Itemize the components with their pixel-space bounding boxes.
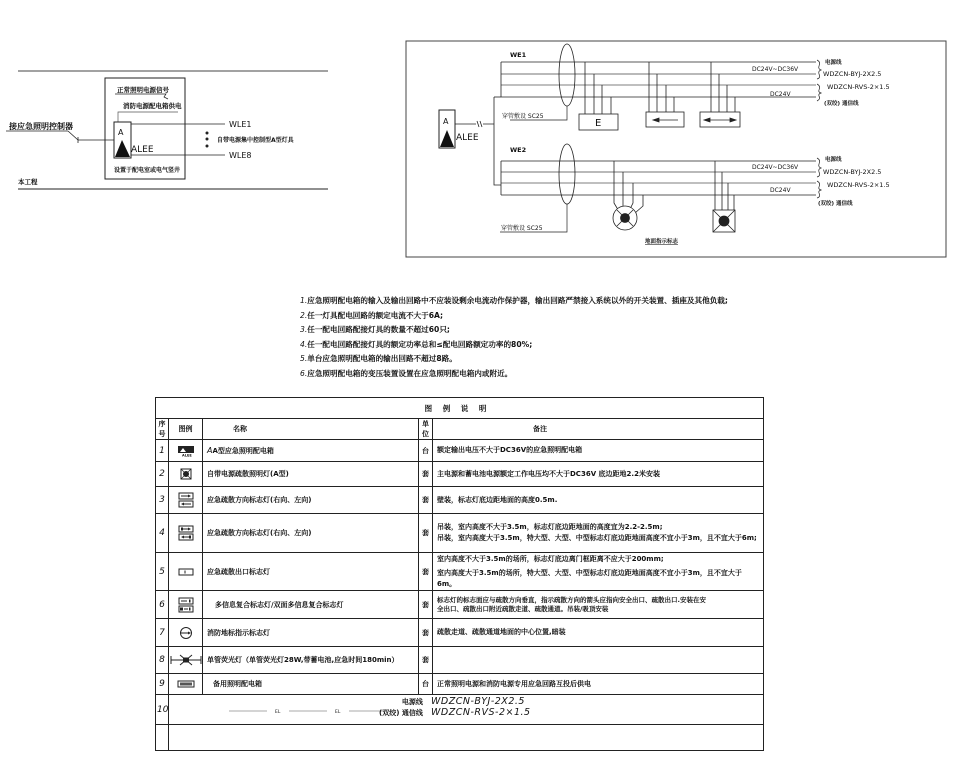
- signal-cable-spec: WDZCN-RVS-2×1.5: [431, 707, 531, 718]
- row-index: 4: [156, 514, 169, 553]
- power-cable-spec: WDZCN-BYJ-2X2.5: [431, 696, 525, 707]
- note-item: [300, 294, 728, 309]
- row-index: 5: [156, 553, 169, 591]
- row-remark: 正常照明电源和消防电源专用应急回路互投后供电: [433, 674, 764, 695]
- signal-cable-we1: WDZCN-RVS-2×1.5: [827, 83, 890, 91]
- signal-line-label: (双绞) 通信线: [379, 709, 423, 717]
- box-name: ALEE: [131, 145, 154, 155]
- feeder-riser: [494, 97, 501, 185]
- right-system-diagram: [406, 41, 946, 257]
- self-powered-emergency-light-icon: [180, 468, 192, 480]
- row-name: 多信息复合标志灯/双面多信息复合标志灯: [203, 591, 419, 619]
- note-item: [300, 367, 728, 382]
- note-text: 单台应急照明配电箱的输出回路不超过8路。: [307, 354, 457, 364]
- brace-icon: [817, 181, 821, 198]
- legend-row: [156, 647, 764, 674]
- controller-leader: [68, 131, 78, 140]
- continuation-dot: [206, 132, 209, 135]
- row-unit: 套: [419, 591, 433, 619]
- conduit-label-2: 穿管敷设 SC25: [501, 225, 543, 232]
- cable-spec-cell: [169, 695, 764, 725]
- alee-box-icon: [439, 110, 455, 148]
- row-remark: 壁装，标志灯底边距地面的高度0.5m.: [433, 487, 764, 514]
- row-remark: 疏散走道、疏散通道地面的中心位置,暗装: [433, 619, 764, 647]
- row-remark-line: 室内高度大于3.5m的场所，特大型、大型、中型标志灯底边距地面高度不宜小于3m，且不宜大于6m。: [437, 568, 742, 588]
- power-voltage-we2: DC24V~DC36V: [752, 164, 799, 171]
- signal-line-label-2: (双绞) 通信线: [818, 201, 853, 207]
- row-unit: 台: [419, 674, 433, 695]
- legend-row: [156, 674, 764, 695]
- note-text: 任一灯具配电回路的额定电流不大于6A;: [307, 310, 444, 320]
- note-text: 任一配电回路配接灯具的额定功率总和≤配电回路额定功率的80%;: [307, 339, 533, 349]
- note-number: 2.: [300, 310, 308, 320]
- row-remark-line: 标志灯的标志面应与疏散方向垂直，指示疏散方向的箭头应指向安全出口、疏散出口.安装在安: [437, 595, 706, 604]
- el-mark: EL: [335, 710, 341, 715]
- box-letter: A: [118, 128, 124, 137]
- project-label: 本工程: [18, 178, 38, 186]
- row-index: 3: [156, 487, 169, 514]
- row-remark-line: 吊装，室内高度不大于3.5m，标志灯底边距地面的高度宜为2.2-2.5m;: [437, 523, 663, 531]
- row-name: 自带电源疏散照明灯(A型): [203, 462, 419, 487]
- signal-break-icon: [160, 94, 168, 99]
- row-remark: 主电源和蓄电池电源额定工作电压均不大于DC36V 底边距地2.2米安装: [433, 462, 764, 487]
- row-remark: 额定输出电压不大于DC36V的应急照明配电箱: [433, 440, 764, 462]
- multi-info-sign-icon: [177, 597, 195, 613]
- legend-row: [156, 591, 764, 619]
- header-symbol: 图例: [169, 419, 203, 440]
- exit-sign-letter: E: [595, 118, 602, 129]
- note-item: [300, 309, 728, 324]
- backup-distribution-box-icon: [177, 680, 195, 688]
- row-name: 单管荧光灯（单管荧光灯28W,带蓄电池,应急时间180min）: [203, 647, 419, 674]
- row-index: 10: [156, 695, 169, 725]
- row-name: 消防地标指示标志灯: [203, 619, 419, 647]
- emergency-light-icon: [613, 161, 643, 230]
- note-number: 1.: [300, 296, 308, 305]
- row-name: 应急疏散方向标志灯(右向、左向): [203, 487, 419, 514]
- el-mark: EL: [275, 710, 281, 715]
- brace-icon: [817, 84, 821, 101]
- signal-voltage-we2: DC24V: [770, 187, 791, 194]
- power-voltage-we1: DC24V~DC36V: [752, 66, 799, 73]
- conduit-label: 穿管敷设 SC25: [502, 113, 544, 120]
- a-type-distribution-box-icon: [176, 445, 196, 457]
- row-remark-line: 全出口、疏散出口附近疏散走道、疏散通道。吊装/吸顶安装: [437, 604, 609, 613]
- row-unit: 套: [419, 553, 433, 591]
- direction-sign-hanging-icon: [177, 525, 195, 541]
- legend-row-empty: [156, 725, 764, 751]
- empty-cell: [169, 725, 764, 751]
- note-item: [300, 323, 728, 338]
- note-text: 应急照明配电箱的变压装置设置在应急照明配电箱内或附近。: [307, 368, 513, 378]
- row-index: 6: [156, 591, 169, 619]
- row-name: 备用照明配电箱: [203, 674, 419, 695]
- row-unit: 台: [419, 440, 433, 462]
- signal-voltage-we1: DC24V: [770, 91, 791, 98]
- fire-power-label: 消防电源配电箱供电: [123, 102, 182, 110]
- controller-label: 接应急照明控制器: [9, 122, 73, 131]
- row-unit: 套: [419, 647, 433, 674]
- fire-power-wire: [118, 112, 178, 122]
- signal-line-label: (双绞) 通信线: [824, 101, 859, 107]
- legend-row: [156, 619, 764, 647]
- row-index: 9: [156, 674, 169, 695]
- signal-cable-we2: WDZCN-RVS-2×1.5: [827, 181, 890, 189]
- continuation-dot: [206, 138, 209, 141]
- box-letter: A: [443, 117, 449, 126]
- note-text: 应急照明配电箱的输入及输出回路中不应装设剩余电流动作保护器，输出回路严禁接入系统以外的开关装置、插座及其他负载;: [307, 296, 728, 305]
- row-index: [156, 725, 169, 751]
- el-cable-line-icon: [229, 708, 384, 715]
- legend-row: [156, 487, 764, 514]
- direction-sign-wall-icon: [177, 492, 195, 508]
- power-line-label: 电源线: [401, 698, 423, 706]
- legend-title: 图 例 说 明: [156, 398, 764, 419]
- header-name: 名称: [203, 419, 419, 440]
- header-remark: 备注: [433, 419, 764, 440]
- row-unit: 套: [419, 514, 433, 553]
- alee-box-icon: [114, 122, 131, 158]
- note-number: 5.: [300, 354, 308, 364]
- power-cable-we2: WDZCN-BYJ-2X2.5: [823, 168, 882, 176]
- row-remark: [433, 647, 764, 674]
- row-name: A型应急照明配电箱: [212, 446, 274, 455]
- legend-row: 1 ALEE AA型应急照明配电箱 台 额定输出电压不大于DC36V的应急照明配电箱: [156, 440, 764, 462]
- power-line-label-2: 电源线: [825, 157, 842, 163]
- fixture-note: 自带电源集中控制型A型灯具: [217, 137, 294, 144]
- cable-labels: [379, 697, 423, 719]
- break-symbol-icon: [455, 121, 494, 127]
- legend-row: [156, 553, 764, 591]
- brace-icon: [817, 158, 821, 177]
- row-index: 1: [156, 440, 169, 462]
- design-notes: [300, 294, 728, 382]
- header-index: 序号: [156, 419, 169, 440]
- legend-header-row: [156, 419, 764, 440]
- row-index: 8: [156, 647, 169, 674]
- row-index: 7: [156, 619, 169, 647]
- note-number: 4.: [300, 339, 308, 349]
- power-cable-we1: WDZCN-BYJ-2X2.5: [823, 70, 882, 78]
- floor-indicator-sign-icon: [178, 626, 194, 640]
- left-system-diagram: [6, 71, 328, 189]
- brace-icon: [817, 60, 821, 79]
- circuit-2-label: WE2: [510, 146, 527, 154]
- floor-indicator-label: 地面指示标志: [645, 239, 679, 245]
- row-unit: 套: [419, 462, 433, 487]
- continuation-dot: [206, 145, 209, 148]
- row-name: 应急疏散出口标志灯: [203, 553, 419, 591]
- bidirectional-arrow-sign-icon: [700, 62, 740, 127]
- legend-table: [155, 397, 764, 751]
- box-name: ALEE: [456, 133, 479, 143]
- note-item: [300, 338, 728, 353]
- note-number: 6.: [300, 368, 308, 378]
- legend-row: [156, 462, 764, 487]
- normal-signal-label: 正常照明电源信号: [117, 86, 169, 94]
- row-index: 2: [156, 462, 169, 487]
- row-unit: 套: [419, 487, 433, 514]
- install-location: 设置于配电室或电气竖井: [114, 167, 181, 174]
- legend-row-cable: [156, 695, 764, 725]
- fluorescent-lamp-icon: [169, 653, 203, 667]
- exit-sign-icon: [177, 567, 195, 577]
- row-remark-line: 吊装，室内高度大于3.5m，特大型、大型、中型标志灯底边距地面高度不宜小于3m，且不宜大于6m;: [437, 534, 757, 542]
- note-number: 3.: [300, 325, 308, 335]
- cable-values: [431, 696, 531, 718]
- circuit-1-label: WE1: [510, 51, 527, 59]
- note-item: [300, 352, 728, 367]
- left-arrow-sign-icon: [646, 62, 684, 127]
- row-name: 应急疏散方向标志灯(右向、左向): [203, 514, 419, 553]
- svg-text:ALEE: ALEE: [181, 453, 192, 457]
- row-remark-line: 室内高度不大于3.5m的场所，标志灯底边离门框距离不应大于200mm;: [437, 554, 664, 563]
- header-unit: 单位: [419, 419, 433, 440]
- legend-row: [156, 514, 764, 553]
- circuit-first: WLE1: [229, 120, 252, 129]
- power-line-label: 电源线: [825, 60, 842, 66]
- row-unit: 套: [419, 619, 433, 647]
- note-text: 任一配电回路配接灯具的数量不超过60只;: [307, 325, 450, 335]
- circuit-last: WLE8: [229, 151, 252, 160]
